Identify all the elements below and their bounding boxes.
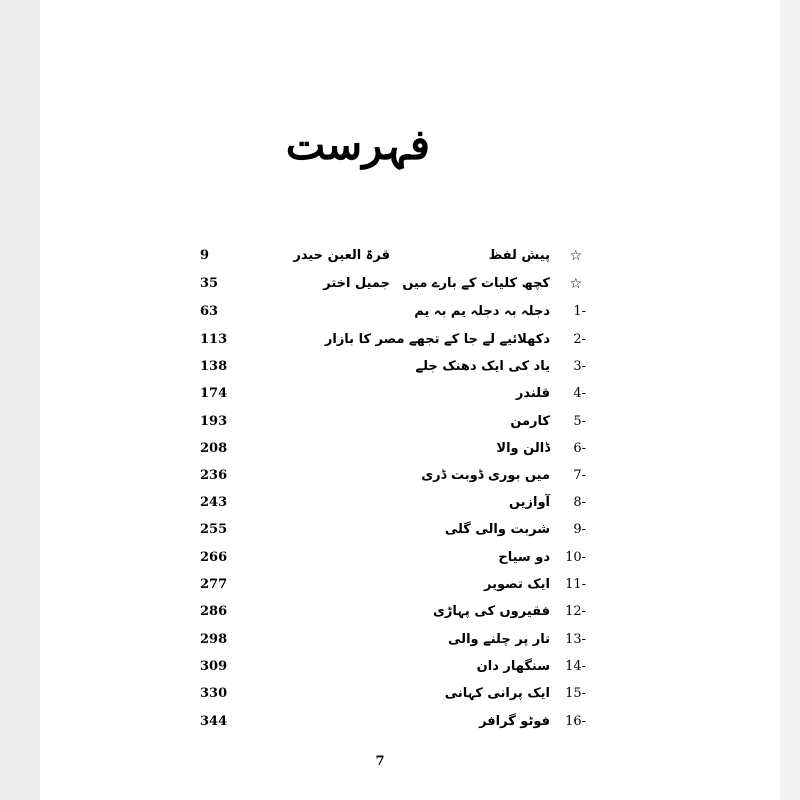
toc-page-number: 63 <box>200 304 219 319</box>
toc-page-number: 208 <box>200 441 228 456</box>
toc-title: میں بوری ڈوبت ڈری <box>421 468 550 483</box>
toc-number: 11- <box>565 577 586 592</box>
toc-entry <box>0 386 800 414</box>
toc-number: 10- <box>565 550 586 565</box>
toc-page-number: 243 <box>200 495 228 510</box>
toc-title: ڈالن والا <box>496 441 550 456</box>
toc-page-number: 255 <box>200 522 228 537</box>
toc-number: 3- <box>573 359 586 374</box>
toc-entry <box>0 632 800 660</box>
toc-title: قلندر <box>515 386 550 401</box>
toc-page-number: 309 <box>200 659 228 674</box>
toc-number: 4- <box>573 386 586 401</box>
toc-page-number: 266 <box>200 550 228 565</box>
toc-title: دکھلائیے لے جا کے تجھے مصر کا بازار <box>324 332 550 347</box>
toc-entry <box>0 714 800 742</box>
toc-page-number: 9 <box>200 248 210 263</box>
star-icon: ☆ <box>569 276 582 292</box>
toc-entry <box>0 276 800 304</box>
toc-author: جمیل اختر <box>323 276 390 291</box>
toc-title: فقیروں کی پہاڑی <box>433 604 550 619</box>
toc-page-number: 193 <box>200 414 228 429</box>
toc-title: سنگھار دان <box>476 659 550 674</box>
toc-author: قرۃ العین حیدر <box>293 248 390 263</box>
toc-entry <box>0 604 800 632</box>
toc-entry <box>0 686 800 714</box>
toc-entry <box>0 468 800 496</box>
toc-title: ایک تصویر <box>484 577 550 592</box>
toc-number: 2- <box>573 332 586 347</box>
toc-entry <box>0 441 800 469</box>
toc-page-number: 236 <box>200 468 228 483</box>
toc-entry <box>0 414 800 442</box>
page-title: فہرست <box>285 120 430 169</box>
toc-title: شربت والی گلی <box>444 522 550 537</box>
toc-title: کچھ کلیات کے بارے میں <box>402 276 550 291</box>
toc-number: 7- <box>573 468 586 483</box>
toc-page-number: 35 <box>200 276 219 291</box>
toc-title: دو سیاح <box>498 550 550 565</box>
toc-number: 6- <box>573 441 586 456</box>
toc-page-number: 298 <box>200 632 228 647</box>
toc-entry <box>0 577 800 605</box>
toc-number: 14- <box>565 659 586 674</box>
toc-entry <box>0 495 800 523</box>
toc-page-number: 277 <box>200 577 228 592</box>
page-number: 7 <box>375 754 385 769</box>
toc-title: یاد کی ایک دھنک جلے <box>415 359 550 374</box>
toc-title: دجلہ بہ دجلہ یم بہ یم <box>414 304 550 319</box>
toc-number: 5- <box>573 414 586 429</box>
toc-title: کارمن <box>510 414 550 429</box>
toc-number: 9- <box>573 522 586 537</box>
toc-title: آوازیں <box>508 495 550 510</box>
toc-number: 15- <box>565 686 586 701</box>
toc-number: 8- <box>573 495 586 510</box>
toc-title: پیش لفظ <box>488 248 550 263</box>
toc-entry <box>0 550 800 578</box>
toc-number: 12- <box>565 604 586 619</box>
toc-page-number: 330 <box>200 686 228 701</box>
star-icon: ☆ <box>569 248 582 264</box>
toc-number: 13- <box>565 632 586 647</box>
toc-number: 16- <box>565 714 586 729</box>
toc-entry <box>0 359 800 387</box>
table-of-contents <box>0 248 800 748</box>
toc-title: فوٹو گرافر <box>479 714 550 729</box>
toc-page-number: 113 <box>200 332 228 347</box>
toc-page-number: 286 <box>200 604 228 619</box>
toc-entry <box>0 659 800 687</box>
toc-title: ایک پرانی کہانی <box>444 686 550 701</box>
toc-title: تار پر چلنے والی <box>448 632 550 647</box>
toc-entry <box>0 332 800 360</box>
toc-entry <box>0 248 800 276</box>
toc-page-number: 138 <box>200 359 228 374</box>
toc-entry <box>0 522 800 550</box>
toc-page-number: 344 <box>200 714 228 729</box>
toc-entry <box>0 304 800 332</box>
toc-page-number: 174 <box>200 386 228 401</box>
toc-number: 1- <box>573 304 586 319</box>
